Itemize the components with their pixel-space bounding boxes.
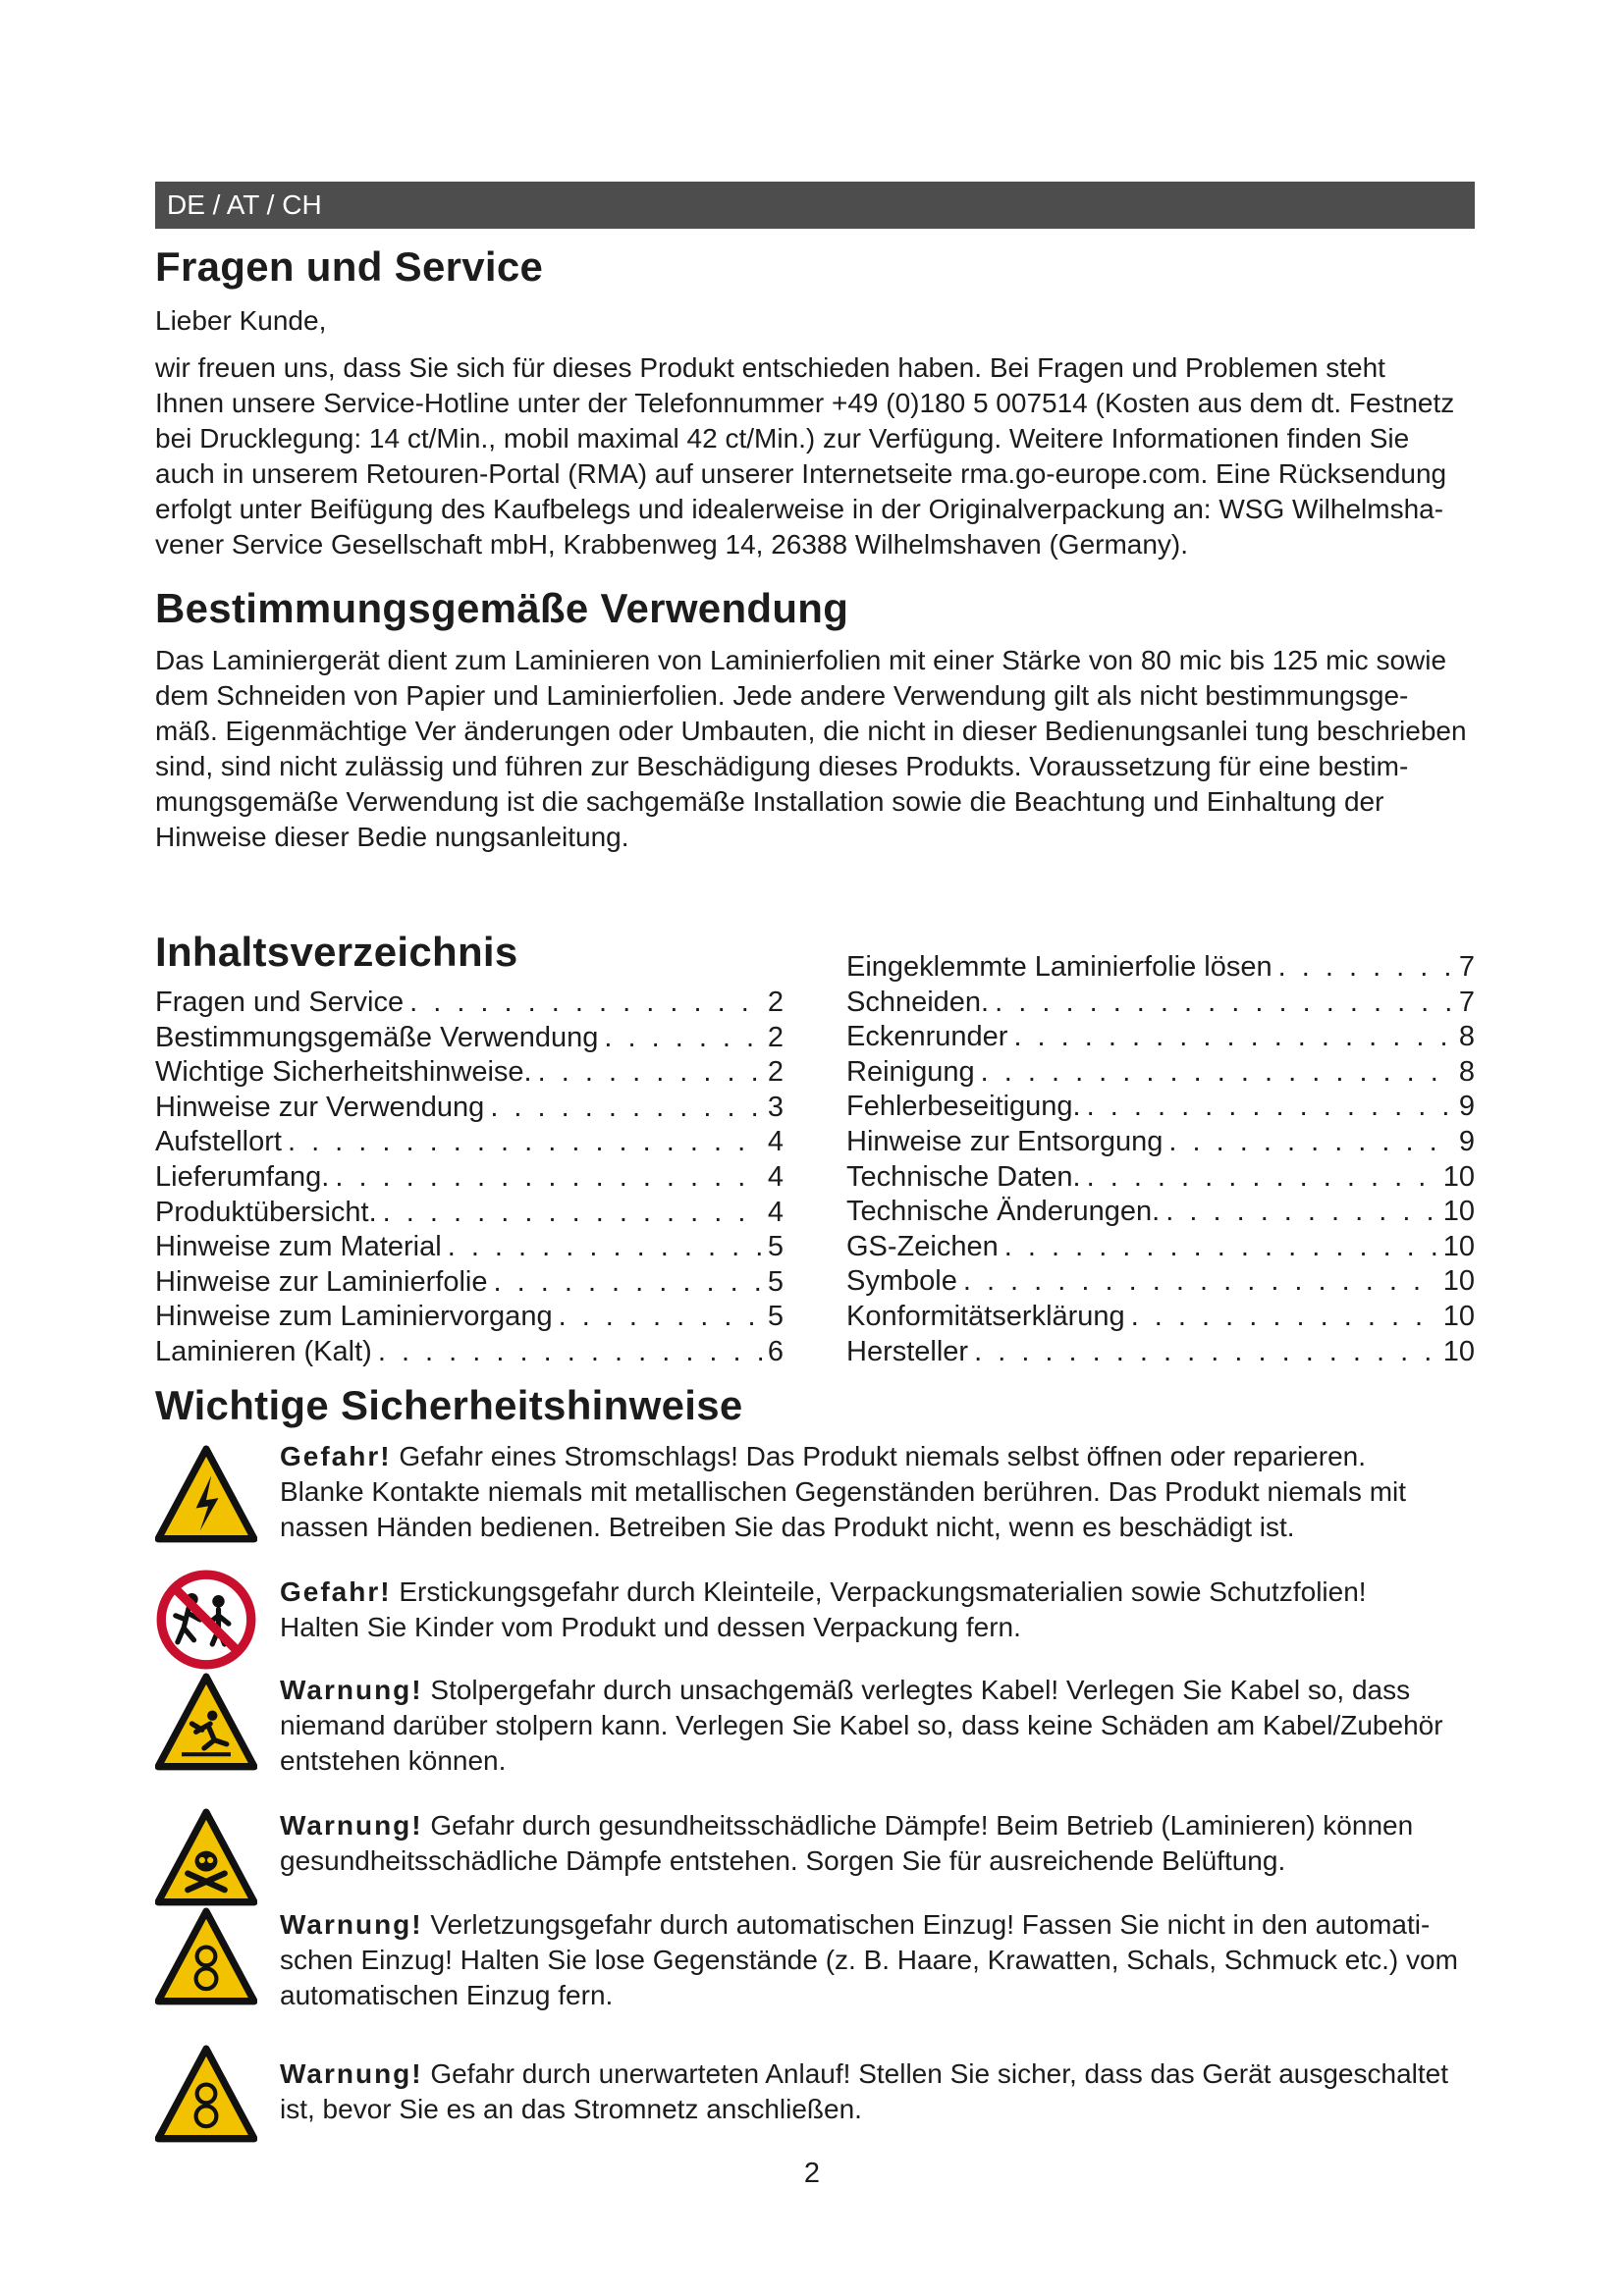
toc-leader xyxy=(493,1265,761,1301)
toc-entry[interactable]: Eckenrunder . . . 8 xyxy=(846,1020,1475,1055)
toc-left-column xyxy=(155,986,784,1370)
toc-entry[interactable]: Hinweise zum Material . . . 5 xyxy=(155,1230,784,1265)
toc-leader xyxy=(335,1160,762,1196)
toc-entry[interactable]: Technische Änderungen. . . . 10 xyxy=(846,1195,1475,1230)
danger-label: Gefahr! xyxy=(280,1441,392,1471)
toc-leader xyxy=(604,1021,762,1056)
safety-text: Gefahr! Erstickungsgefahr durch Kleinteile, Verpackungsmaterialien sowie Schutzfolien! Halten Sie Kinder vom Produkt und dessen Verpackung fern. xyxy=(280,1576,1367,1642)
toc-entry[interactable]: Hinweise zur Entsorgung . . . 9 xyxy=(846,1125,1475,1160)
toc-entry[interactable]: Schneiden. . . . 7 xyxy=(846,986,1475,1021)
toc-entry[interactable]: Technische Daten. . . . 10 xyxy=(846,1160,1475,1196)
toc-entry[interactable]: Reinigung . . . 8 xyxy=(846,1055,1475,1091)
toc-entry[interactable]: Hinweise zum Laminiervorgang . . . 5 xyxy=(155,1300,784,1335)
toc-leader xyxy=(1278,950,1453,986)
safety-text: Warnung! Gefahr durch unerwarteten Anlauf! Stellen Sie sicher, dass das Gerät ausgeschaltet ist, bevor Sie es an das Stromnetz anschließen. xyxy=(280,2058,1448,2124)
toc-leader xyxy=(1087,1160,1437,1196)
unexpected-start-icon xyxy=(155,2045,257,2147)
warning-label: Warnung! xyxy=(280,1810,423,1841)
toc-right-column xyxy=(846,950,1475,1369)
tripping-hazard-icon xyxy=(155,1673,257,1775)
safety-text: Gefahr! Gefahr eines Stromschlags! Das Produkt niemals selbst öffnen oder reparieren. Blanke Kontakte niemals mit metallischen Gegenständen berühren. Das Produkt niemals mit nassen Händen bedienen. Betreiben Sie das Produkt nicht, wenn es beschädigt ist. xyxy=(280,1441,1407,1542)
toc-leader xyxy=(1004,1230,1437,1265)
toc-entry[interactable]: Lieferumfang. . . . 4 xyxy=(155,1160,784,1196)
toc-entry[interactable]: Laminieren (Kalt) . . . 6 xyxy=(155,1335,784,1370)
safety-text: Warnung! Verletzungsgefahr durch automatischen Einzug! Fassen Sie nicht in den automati- schen Einzug! Halten Sie lose Gegenstände (z. B. Haare, Krawatten, Schals, Schmuck etc.) vom automatischen Einzug fern. xyxy=(280,1909,1458,2010)
toc-leader xyxy=(1131,1300,1437,1335)
toc-leader xyxy=(1165,1195,1437,1230)
toc-entry[interactable]: Aufstellort . . . 4 xyxy=(155,1125,784,1160)
use-line: sind, sind nicht zulässig und führen zur Beschädigung dieses Produkts. Voraussetzung für eine bestim- xyxy=(155,751,1409,781)
use-line: dem Schneiden von Papier und Laminierfolien. Jede andere Verwendung gilt als nicht bestimmungsge- xyxy=(155,680,1409,711)
use-line: Das Laminiergerät dient zum Laminieren von Laminierfolien mit einer Stärke von 80 mic bis 125 mic sowie xyxy=(155,645,1447,675)
toc-leader xyxy=(288,1125,762,1160)
toc-leader xyxy=(1168,1125,1452,1160)
toc-leader xyxy=(1087,1090,1453,1125)
safety-text: Warnung! Gefahr durch gesundheitsschädliche Dämpfe! Beim Betrieb (Laminieren) können gesundheitsschädliche Dämpfe entstehen. Sorgen Sie für ausreichende Belüftung. xyxy=(280,1810,1414,1876)
toxic-fumes-icon xyxy=(155,1808,257,1910)
toc-heading: Inhaltsverzeichnis xyxy=(155,929,518,975)
use-line: mäß. Eigenmächtige Ver änderungen oder Umbauten, die nicht in dieser Bedienungsanlei tung beschrieben xyxy=(155,716,1467,746)
service-line: erfolgt unter Beifügung des Kaufbelegs und idealerweise in der Originalverpackung an: WSG Wilhelmsha- xyxy=(155,494,1444,524)
toc-entry[interactable]: Hinweise zur Verwendung . . . 3 xyxy=(155,1091,784,1126)
service-greeting: Lieber Kunde, xyxy=(155,305,327,336)
toc-entry[interactable]: Konformitätserklärung . . . 10 xyxy=(846,1300,1475,1335)
toc-entry[interactable]: Fehlerbeseitigung. . . . 9 xyxy=(846,1090,1475,1125)
toc-entry[interactable]: Produktübersicht. . . . 4 xyxy=(155,1196,784,1231)
toc-leader xyxy=(448,1230,762,1265)
danger-label: Gefahr! xyxy=(280,1576,392,1607)
toc-entry[interactable]: Hersteller . . . 10 xyxy=(846,1335,1475,1370)
toc-entry[interactable]: Wichtige Sicherheitshinweise. . . . 2 xyxy=(155,1055,784,1091)
no-children-icon xyxy=(155,1569,257,1671)
service-paragraph xyxy=(155,350,1510,562)
roller-intake-icon xyxy=(155,1907,257,2009)
warning-label: Warnung! xyxy=(280,1909,423,1940)
page-number: 2 xyxy=(803,2158,821,2189)
warning-label: Warnung! xyxy=(280,2058,423,2089)
service-heading: Fragen und Service xyxy=(155,243,544,290)
use-line: Hinweise dieser Bedie nungsanleitung. xyxy=(155,822,629,852)
toc-leader xyxy=(963,1264,1437,1300)
safety-heading: Wichtige Sicherheitshinweise xyxy=(155,1382,743,1428)
toc-entry[interactable]: Fragen und Service . . . 2 xyxy=(155,986,784,1021)
toc-leader xyxy=(995,986,1453,1021)
toc-entry[interactable]: Symbole . . . 10 xyxy=(846,1264,1475,1300)
intended-use-heading: Bestimmungsgemäße Verwendung xyxy=(155,585,849,631)
service-line: vener Service Gesellschaft mbH, Krabbenweg 14, 26388 Wilhelmshaven (Germany). xyxy=(155,529,1189,560)
toc-leader xyxy=(538,1055,762,1091)
service-line: Ihnen unsere Service-Hotline unter der Telefonnummer +49 (0)180 5 007514 (Kosten aus dem dt. Festnetz xyxy=(155,388,1455,418)
service-line: auch in unserem Retouren-Portal (RMA) auf unserer Internetseite rma.go-europe.com. Eine Rücksendung xyxy=(155,458,1447,489)
service-line: wir freuen uns, dass Sie sich für dieses Produkt entschieden haben. Bei Fragen und Problemen steht xyxy=(155,352,1385,383)
toc-leader xyxy=(1013,1020,1452,1055)
toc-leader xyxy=(559,1300,762,1335)
toc-leader xyxy=(383,1196,762,1231)
service-line: bei Drucklegung: 14 ct/Min., mobil maximal 42 ct/Min.) zur Verfügung. Weitere Informationen finden Sie xyxy=(155,423,1410,454)
toc-entry[interactable]: GS-Zeichen . . . 10 xyxy=(846,1230,1475,1265)
toc-leader xyxy=(981,1055,1453,1091)
electric-shock-warning-icon xyxy=(155,1445,257,1547)
safety-text: Warnung! Stolpergefahr durch unsachgemäß verlegtes Kabel! Verlegen Sie Kabel so, dass niemand darüber stolpern kann. Verlegen Sie Kabel so, dass keine Schäden am Kabel/Zubehör entstehen können. xyxy=(280,1675,1443,1776)
warning-label: Warnung! xyxy=(280,1675,423,1705)
toc-leader xyxy=(490,1091,762,1126)
toc-leader xyxy=(974,1335,1437,1370)
toc-entry[interactable]: Eingeklemmte Laminierfolie lösen . . . 7 xyxy=(846,950,1475,986)
use-line: mungsgemäße Verwendung ist die sachgemäße Installation sowie die Beachtung und Einhaltung der xyxy=(155,786,1384,817)
toc-leader xyxy=(378,1335,762,1370)
region-bar: DE / AT / CH xyxy=(155,182,1475,229)
toc-leader xyxy=(409,986,762,1021)
intended-use-paragraph xyxy=(155,643,1510,855)
toc-entry[interactable]: Hinweise zur Laminierfolie . . . 5 xyxy=(155,1265,784,1301)
toc-entry[interactable]: Bestimmungsgemäße Verwendung . . . 2 xyxy=(155,1021,784,1056)
